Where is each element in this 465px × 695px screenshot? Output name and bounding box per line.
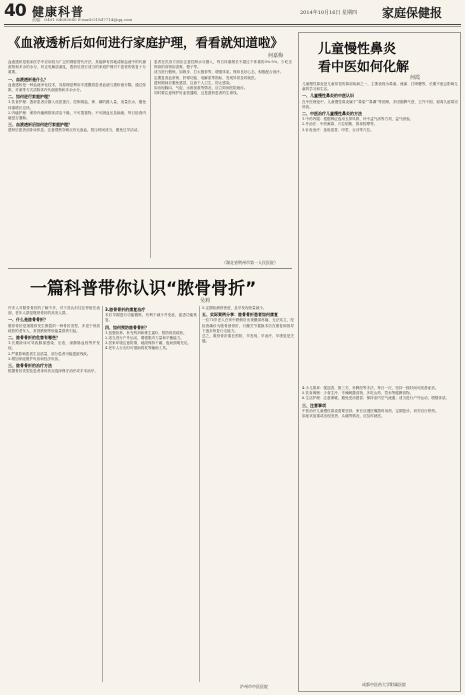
date-line: 2014年10月16日 星期四 [300, 10, 358, 16]
article1-c2-p2: 定期复查血常规、肝肾功能、电解质等指标，发现异常及时就医。 [154, 75, 259, 80]
article2-c2-p6: 4.老年人行走时可借助拐杖等辅助工具。 [105, 346, 170, 351]
article1-c2-p0: 患者在饮食方面应注意控制水分摄入，每日体重增长不超过干体重的3%-5%，少吃含钾高的食物如香蕉、橙子等。 [154, 60, 292, 70]
column-divider [102, 306, 103, 682]
article2-c1-p0: 许多人对脓骨骨折的了解不多，对于其认识往往停留在表面，老年人群是脓骨骨折的高发人群。 [8, 306, 100, 316]
article1-c2-p5: 同时要注意保护好血管通路，这是透析患者的生命线。 [154, 91, 241, 96]
article1-column-2 [154, 60, 292, 258]
article2-c1-h3: 二、脓骨骨折的危害有哪些？ [8, 335, 60, 341]
article3-c2-p4: 中医治疗儿童慢性鼻炎需要坚持，家长应遵医嘱按时用药，定期复诊，切勿自行停药。 [302, 408, 439, 413]
article3-c1-p4: 1.中药内服：根据辨证选用玉屏风散、补中益气汤等方剂，益气固表。 [302, 117, 414, 122]
article2-c1-h7: 三、脓骨骨折的治疗方法 [8, 363, 52, 369]
article1-c1-p7: 透析后患者应卧床休息，注意观察穿刺点有无渗血，按压时间适当，避免过早活动。 [8, 128, 141, 133]
article3-c1-h3: 二、中医治疗儿童慢性鼻炎的方法 [302, 111, 362, 117]
paper-name: 家庭保健报 [382, 6, 443, 20]
article-separator [8, 268, 292, 269]
article1-c1-p4: 1.饮食护理：透析患者应摄入优质蛋白，控制钠盐、钾、磷的摄入量，适量饮水，避免体重增长过快。 [8, 100, 146, 110]
article2-c2-p1: 术后早期进行功能锻炼，有利于减少并发症，促进功能恢复。 [105, 313, 197, 323]
article2-c1-p2: 脓骨骨折是指脓骨发生断裂的一种骨折类型，多见于骨质疏松的老年人，常因跌倒等低能量损伤引起。 [8, 323, 100, 333]
article1-c2-p4: 如出现胸闷、气促、水肿加重等情况，应立即到医院就诊。 [154, 86, 248, 91]
section-title: 健康科普 [32, 5, 85, 19]
article3-column-1 [302, 82, 458, 382]
article2-c2-p5: 3.居家环境注意防滑，地面保持干燥，夜间照明充足。 [105, 341, 192, 346]
article3-c2-h3: 三、注意事项 [302, 402, 326, 408]
article3-c1-h1: 一、儿童慢性鼻炎的中医认识 [302, 93, 354, 99]
article1-credit: （湖北省荆州市第一人民医院） [222, 260, 278, 265]
article2-column-1 [8, 306, 100, 682]
article2-c1-h1: 一、什么是脓骨骨折？ [8, 317, 48, 323]
header-rule-thin [4, 26, 461, 27]
page-number: 40 [4, 1, 26, 21]
article3-credit: 成都中医药大学附属医院 [362, 682, 406, 687]
column-divider [150, 60, 151, 258]
article2-column-2 [105, 306, 197, 682]
article3-c1-p0: 儿童慢性鼻炎是儿童常见的鼻部疾病之一，主要表现为鼻塞、流涕、打喷嚏等，长期不愈会影响儿童的学习和生活。 [302, 82, 458, 92]
article2-c3-h1: 五、实际案例分享：脓骨骨折患者如何康复 [202, 312, 278, 318]
article3-author: 何霞 [410, 75, 421, 81]
article3-c2-p0: 4.小儿推拿：揉迎香、推三关、补脾经等手法，每日一次，坚持一段时间可改善症状。 [302, 386, 439, 390]
article2-c1-p5: 2.严重影响患者生活质量，部分患者可能遗留残疾。 [8, 351, 91, 356]
article1-c1-h1: 一、血液透析是什么？ [8, 76, 48, 82]
editor-line: 责编：O491 84685040 E-mail:O1847714@qq.com [32, 17, 133, 22]
article3-c1-p5: 2.外治法：中药熏鼻、穴位贴敷、推拿按摩等。 [302, 122, 378, 127]
article2-c2-h0: 3.脓骨骨折的康复治疗 [105, 307, 146, 312]
header-rule [4, 24, 461, 25]
article2-c1-p6: 3.增加家庭照护负担和经济负担。 [8, 356, 62, 361]
article1-c1-p0: 血液透析是临床医学中应用较为广泛的肾脏替代疗法，其能够有效地清除血液中的代谢废物和多余的水分，纠正电解质紊乱，透析后进行适当的家庭护理对于患者的恢复十分重要。 [8, 60, 146, 75]
article1-c1-h6: 三、血液透析后如何进行家庭护理？ [8, 122, 72, 128]
column-divider [199, 306, 200, 682]
article2-c2-p3: 1.加强营养，补充钙剂和维生素D，预防骨质疏松。 [105, 330, 187, 335]
article1-c1-h3: 二、如何进行家庭护理？ [8, 94, 52, 100]
article2-c2-h2: 四、如何预防脓骨骨折？ [105, 324, 149, 330]
article3-c1-p6: 3.针灸治疗：选取迎香、印堂、合谷等穴位。 [302, 127, 374, 132]
page-header [0, 0, 465, 24]
article2-c3-p2: 一位75岁老人在家中跌倒后出现髋部疼痛，无法站立，经检查确诊为脓骨颈骨折，行髋关节置换术后在康复师指导下逐步恢复行走能力。 [202, 318, 294, 333]
article3-c2-p2: 6.生活护理：注意保暖，避免受凉感冒；保持室内空气流通；适当进行户外运动，增强体质。 [302, 396, 450, 401]
article2-c2-p4: 2.适当进行户外运动，增强肌肉力量和平衡能力。 [105, 336, 184, 341]
article1-column-1 [8, 60, 146, 258]
article1-author: 何嘉梅 [268, 53, 284, 59]
article2-c1-p8: 根据骨折类型及患者身体状况选择保守治疗或手术治疗。 [8, 369, 98, 374]
article3-c1-p2: 在中医理论中，儿童慢性鼻炎属于“鼻窒”“鼻渊”等范畴，多因肺脾气虚、卫外不固，邪毒久留鼻窍所致。 [302, 99, 458, 109]
article2-c3-p3: 总之，脓骨骨折重在预防，早发现、早治疗、早康复是关键。 [202, 334, 294, 344]
article3-column-2 [302, 386, 458, 676]
article1-c1-p5: 2.内瘘护理：保持内瘘侧肢体清洁干燥，不可提重物，不可测血压及输液，每日检查内瘘是否通畅。 [8, 110, 146, 121]
article3-c2-p5: 如症状加重或出现发热、头痛等情况，应及时就医。 [302, 414, 385, 419]
article2-title: 一篇科普带你认识“脓骨骨折” [30, 279, 257, 299]
article1-c2-p1: 适当进行锻炼，如散步、打太极拳等，增强体质。保持良好心态，积极配合治疗。 [154, 70, 284, 75]
article1-title: 《血液透析后如何进行家庭护理，看看就知道啦》 [8, 35, 284, 50]
article1-c1-p2: 血液透析是一种血液净化技术，其原理是利用半透膜将患者血液与透析液分隔，通过弥散、对流等方式清除体内代谢废物和多余水分。 [8, 82, 146, 93]
article2-c3-p0: 5.定期检测骨密度，及早发现骨量减少。 [202, 306, 267, 310]
article2-credit: 泸州市中医医院 [240, 684, 268, 689]
article2-c1-p4: 1.长期卧床可导致肺部感染、压疮、深静脉血栓等并发症。 [8, 341, 100, 351]
article3-c2-p1: 5.饮食调理：少食生冷、辛辣刺激食物，多吃山药、薏米等健脾食物。 [302, 391, 414, 396]
article3-title-line1: 儿童慢性鼻炎 [318, 42, 397, 57]
article1-c2-p3: 透析期间应避免感冒，注意个人卫生，防止感染。 [154, 80, 234, 85]
article2-column-3 [202, 306, 294, 682]
article3-title-line2: 看中医如何化解 [318, 60, 410, 75]
article2-author: 吴莉 [200, 298, 211, 304]
